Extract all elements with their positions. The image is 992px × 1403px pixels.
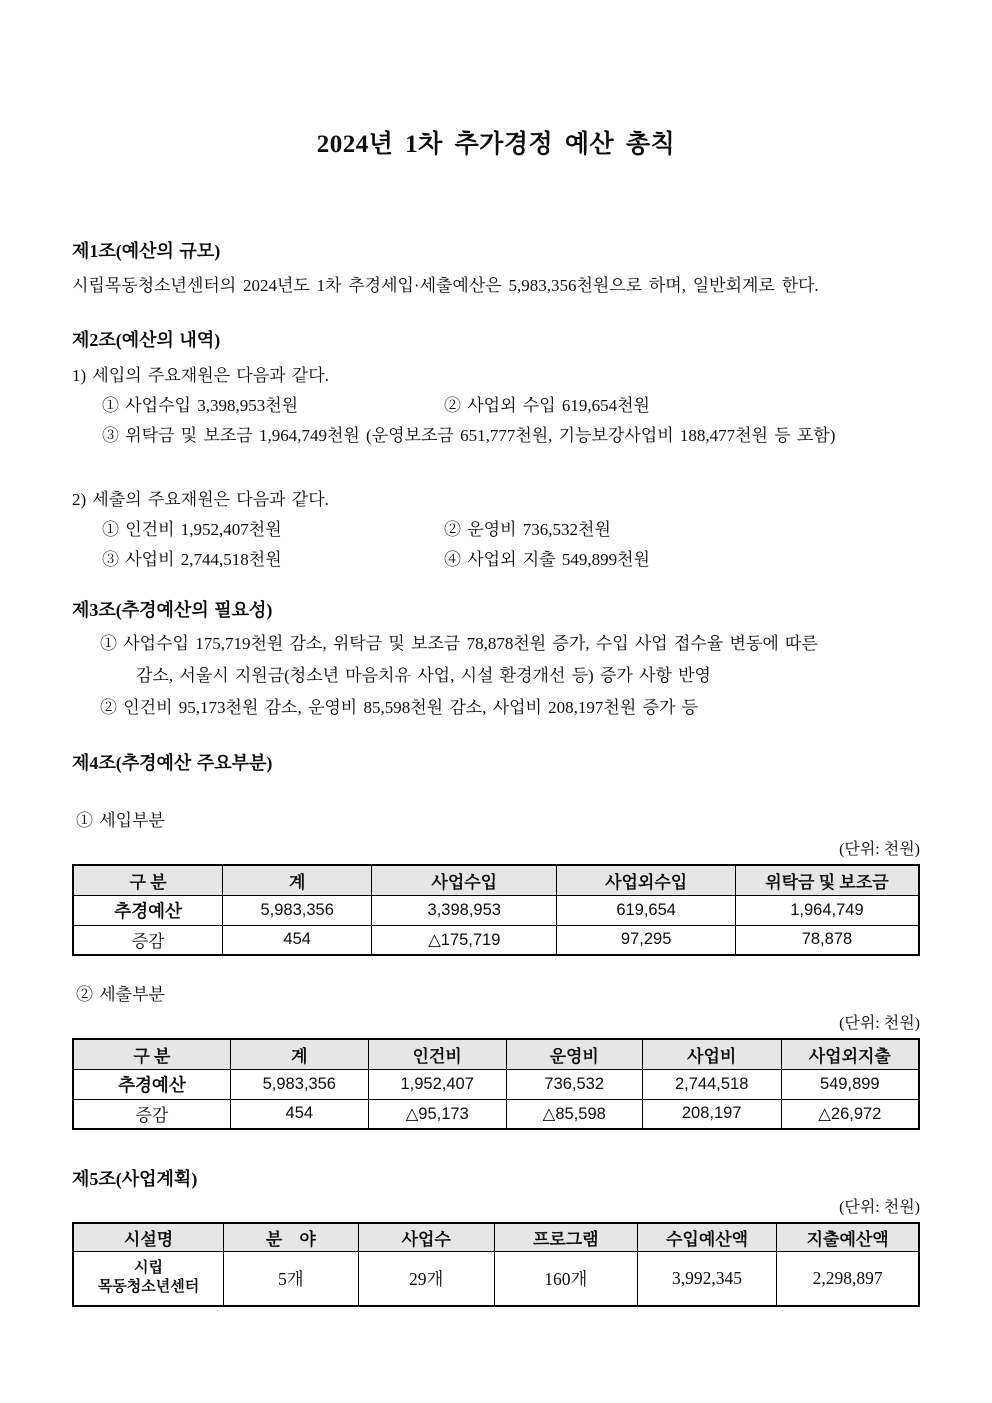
expense-item-3: ③ 사업비 2,744,518천원 bbox=[102, 550, 282, 569]
expense-item-2: ② 운영비 736,532천원 bbox=[444, 520, 611, 539]
income-items-row1 bbox=[102, 391, 920, 421]
expense-section-label: ② 세출부분 bbox=[76, 985, 165, 1004]
expense-budget-row-label: 추경예산 bbox=[73, 1069, 230, 1099]
income-th-business: 사업수입 bbox=[372, 865, 557, 895]
expense-budget-business: 2,744,518 bbox=[642, 1069, 781, 1099]
expense-th-nonbusiness: 사업외지출 bbox=[781, 1039, 919, 1069]
expense-budget-labor: 1,952,407 bbox=[368, 1069, 506, 1099]
page-title: 2024년 1차 추가경정 예산 총칙 bbox=[316, 131, 676, 158]
article2-expense-intro: 2) 세출의 주요재원은 다음과 같다. bbox=[72, 490, 329, 509]
plan-th-expense-budget: 지출예산액 bbox=[777, 1223, 919, 1252]
spacer bbox=[72, 451, 920, 476]
plan-th-programs: 프로그램 bbox=[494, 1223, 637, 1252]
plan-project-count: 29개 bbox=[358, 1252, 494, 1306]
article1-body: 시립목동청소년센터의 2024년도 1차 추경세입·세출예산은 5,983,356천원으로 하며, 일반회계로 한다. bbox=[72, 276, 819, 295]
article5-heading: 제5조(사업계획) bbox=[72, 1169, 198, 1189]
article3-item2: ② 인건비 95,173천원 감소, 운영비 85,598천원 감소, 사업비 208,197천원 증가 등 bbox=[100, 698, 699, 717]
income-budget-business: 3,398,953 bbox=[372, 895, 557, 925]
expense-th-labor: 인건비 bbox=[368, 1039, 506, 1069]
expense-items-row1 bbox=[102, 515, 920, 545]
article2-expense-list bbox=[72, 515, 920, 575]
income-budget-row-label: 추경예산 bbox=[73, 895, 223, 925]
expense-change-business: 208,197 bbox=[642, 1099, 781, 1129]
income-change-business: △175,719 bbox=[372, 925, 557, 955]
plan-income-budget-amount: 3,992,345 bbox=[637, 1252, 777, 1306]
plan-field-count: 5개 bbox=[224, 1252, 359, 1306]
expense-th-gubun: 구 분 bbox=[73, 1039, 230, 1069]
income-th-total: 계 bbox=[223, 865, 372, 895]
expense-budget-operating: 736,532 bbox=[506, 1069, 642, 1099]
article3-heading: 제3조(추경예산의 필요성) bbox=[72, 600, 273, 620]
expense-table-header-row bbox=[73, 1039, 919, 1069]
plan-th-facility: 시설명 bbox=[73, 1223, 224, 1252]
expense-budget-nonbusiness: 549,899 bbox=[781, 1069, 919, 1099]
expense-table-change-row bbox=[73, 1099, 919, 1129]
expense-table-budget-row bbox=[73, 1069, 919, 1099]
expense-change-row-label: 증감 bbox=[73, 1099, 230, 1129]
article2-income-list bbox=[72, 391, 920, 451]
expense-table-unit-label: (단위: 천원) bbox=[839, 1015, 920, 1032]
income-item-1: ① 사업수입 3,398,953천원 bbox=[102, 396, 299, 415]
expense-budget-table bbox=[72, 1038, 920, 1130]
income-table-budget-row bbox=[73, 895, 919, 925]
income-th-subsidy: 위탁금 및 보조금 bbox=[735, 865, 919, 895]
income-budget-table bbox=[72, 864, 920, 956]
plan-th-income-budget: 수입예산액 bbox=[637, 1223, 777, 1252]
plan-facility-name-line1: 시립 bbox=[134, 1259, 164, 1276]
article2-heading: 제2조(예산의 내역) bbox=[72, 330, 221, 350]
article3-item1-line1: ① 사업수입 175,719천원 감소, 위탁금 및 보조금 78,878천원 증가, 수입 사업 접수율 변동에 따른 bbox=[100, 634, 818, 653]
income-table-change-row bbox=[73, 925, 919, 955]
expense-th-operating: 운영비 bbox=[506, 1039, 642, 1069]
article1-heading: 제1조(예산의 규모) bbox=[72, 241, 221, 261]
income-table-unit-label: (단위: 천원) bbox=[839, 841, 920, 858]
plan-program-count: 160개 bbox=[494, 1252, 637, 1306]
income-change-nonbusiness: 97,295 bbox=[557, 925, 736, 955]
income-table-header-row bbox=[73, 865, 919, 895]
plan-table-data-row bbox=[73, 1252, 919, 1306]
income-change-total: 454 bbox=[223, 925, 372, 955]
expense-th-business: 사업비 bbox=[642, 1039, 781, 1069]
income-item-3: ③ 위탁금 및 보조금 1,964,749천원 (운영보조금 651,777천원, 기능보강사업비 188,477천원 등 포함) bbox=[102, 426, 836, 445]
expense-item-1: ① 인건비 1,952,407천원 bbox=[102, 520, 282, 539]
article4-heading: 제4조(추경예산 주요부분) bbox=[72, 753, 273, 773]
expense-change-total: 454 bbox=[230, 1099, 368, 1129]
plan-th-field: 분 야 bbox=[224, 1223, 359, 1252]
expense-items-row2 bbox=[102, 545, 920, 575]
income-budget-nonbusiness: 619,654 bbox=[557, 895, 736, 925]
plan-facility-name bbox=[73, 1252, 224, 1306]
income-th-nonbusiness: 사업외수입 bbox=[557, 865, 736, 895]
expense-item-4: ④ 사업외 지출 549,899천원 bbox=[444, 550, 650, 569]
income-section-label: ① 세입부분 bbox=[76, 811, 165, 830]
expense-th-total: 계 bbox=[230, 1039, 368, 1069]
income-budget-subsidy: 1,964,749 bbox=[735, 895, 919, 925]
expense-change-operating: △85,598 bbox=[506, 1099, 642, 1129]
article3-list bbox=[72, 628, 920, 724]
plan-expense-budget-amount: 2,298,897 bbox=[777, 1252, 919, 1306]
article2-income-intro: 1) 세입의 주요재원은 다음과 같다. bbox=[72, 366, 329, 385]
plan-table-header-row bbox=[73, 1223, 919, 1252]
income-item-2: ② 사업외 수입 619,654천원 bbox=[444, 396, 650, 415]
income-budget-total: 5,983,356 bbox=[223, 895, 372, 925]
article3-item1-line2: 감소, 서울시 지원금(청소년 마음치유 사업, 시설 환경개선 등) 증가 사항 반영 bbox=[136, 666, 711, 685]
plan-th-projects: 사업수 bbox=[358, 1223, 494, 1252]
income-change-row-label: 증감 bbox=[73, 925, 223, 955]
expense-change-labor: △95,173 bbox=[368, 1099, 506, 1129]
income-th-gubun: 구 분 bbox=[73, 865, 223, 895]
expense-budget-total: 5,983,356 bbox=[230, 1069, 368, 1099]
expense-change-nonbusiness: △26,972 bbox=[781, 1099, 919, 1129]
income-change-subsidy: 78,878 bbox=[735, 925, 919, 955]
plan-table-unit-label: (단위: 천원) bbox=[839, 1199, 920, 1216]
business-plan-table bbox=[72, 1222, 920, 1307]
plan-facility-name-line2: 목동청소년센터 bbox=[97, 1279, 200, 1296]
